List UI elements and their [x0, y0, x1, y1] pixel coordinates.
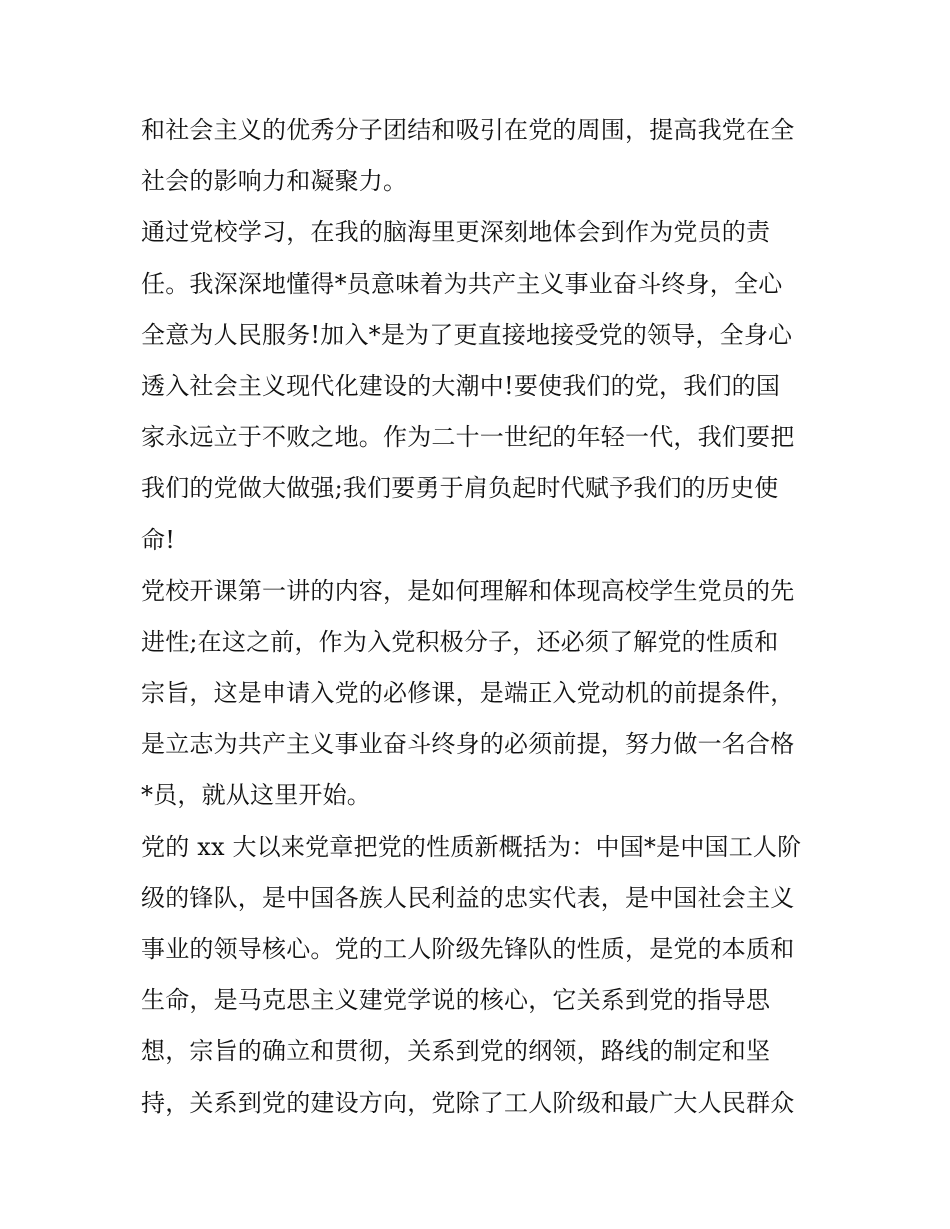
- text-line-3: 通过党校学习，在我的脑海里更深刻地体会到作为党员的责: [141, 218, 771, 247]
- text-line-4: 任。我深深地懂得*员意味着为共产主义事业奋斗终身，全心: [141, 269, 783, 298]
- text-line-8: 我们的党做大做强;我们要勇于肩负起时代赋予我们的历史使: [141, 474, 779, 503]
- text-line-20: 持，关系到党的建设方向，党除了工人阶级和最广大人民群众: [141, 1088, 795, 1117]
- text-line-9: 命!: [141, 525, 176, 554]
- text-line-13: 是立志为共产主义事业奋斗终身的必须前提，努力做一名合格: [141, 730, 795, 759]
- text-line-6: 透入社会主义现代化建设的大潮中!要使我们的党，我们的国: [141, 371, 781, 400]
- text-line-5: 全意为人民服务!加入*是为了更直接地接受党的领导，全身心: [141, 320, 793, 349]
- text-line-18: 生命，是马克思主义建党学说的核心，它关系到党的指导思: [141, 986, 771, 1015]
- text-line-16: 级的锋队，是中国各族人民利益的忠实代表，是中国社会主义: [141, 883, 795, 912]
- text-line-11: 进性;在这之前，作为入党积极分子，还必须了解党的性质和: [141, 627, 779, 656]
- text-line-17: 事业的领导核心。党的工人阶级先锋队的性质，是党的本质和: [141, 935, 795, 963]
- text-line-15: 党的 xx 大以来党章把党的性质新概括为：中国*是中国工人阶: [141, 832, 802, 861]
- text-line-14: *员，就从这里开始。: [141, 781, 371, 810]
- text-line-2: 社会的影响力和凝聚力。: [141, 167, 408, 196]
- document-body: [141, 105, 821, 1129]
- text-line-7: 家永远立于不败之地。作为二十一世纪的年轻一代，我们要把: [141, 423, 795, 452]
- text-line-12: 宗旨，这是申请入党的必修课，是端正入党动机的前提条件，: [141, 679, 795, 708]
- text-line-10: 党校开课第一讲的内容，是如何理解和体现高校学生党员的先: [141, 576, 795, 605]
- text-line-19: 想，宗旨的确立和贯彻，关系到党的纲领，路线的制定和坚: [141, 1037, 771, 1066]
- text-line-1: 和社会主义的优秀分子团结和吸引在党的周围，提高我党在全: [141, 116, 795, 144]
